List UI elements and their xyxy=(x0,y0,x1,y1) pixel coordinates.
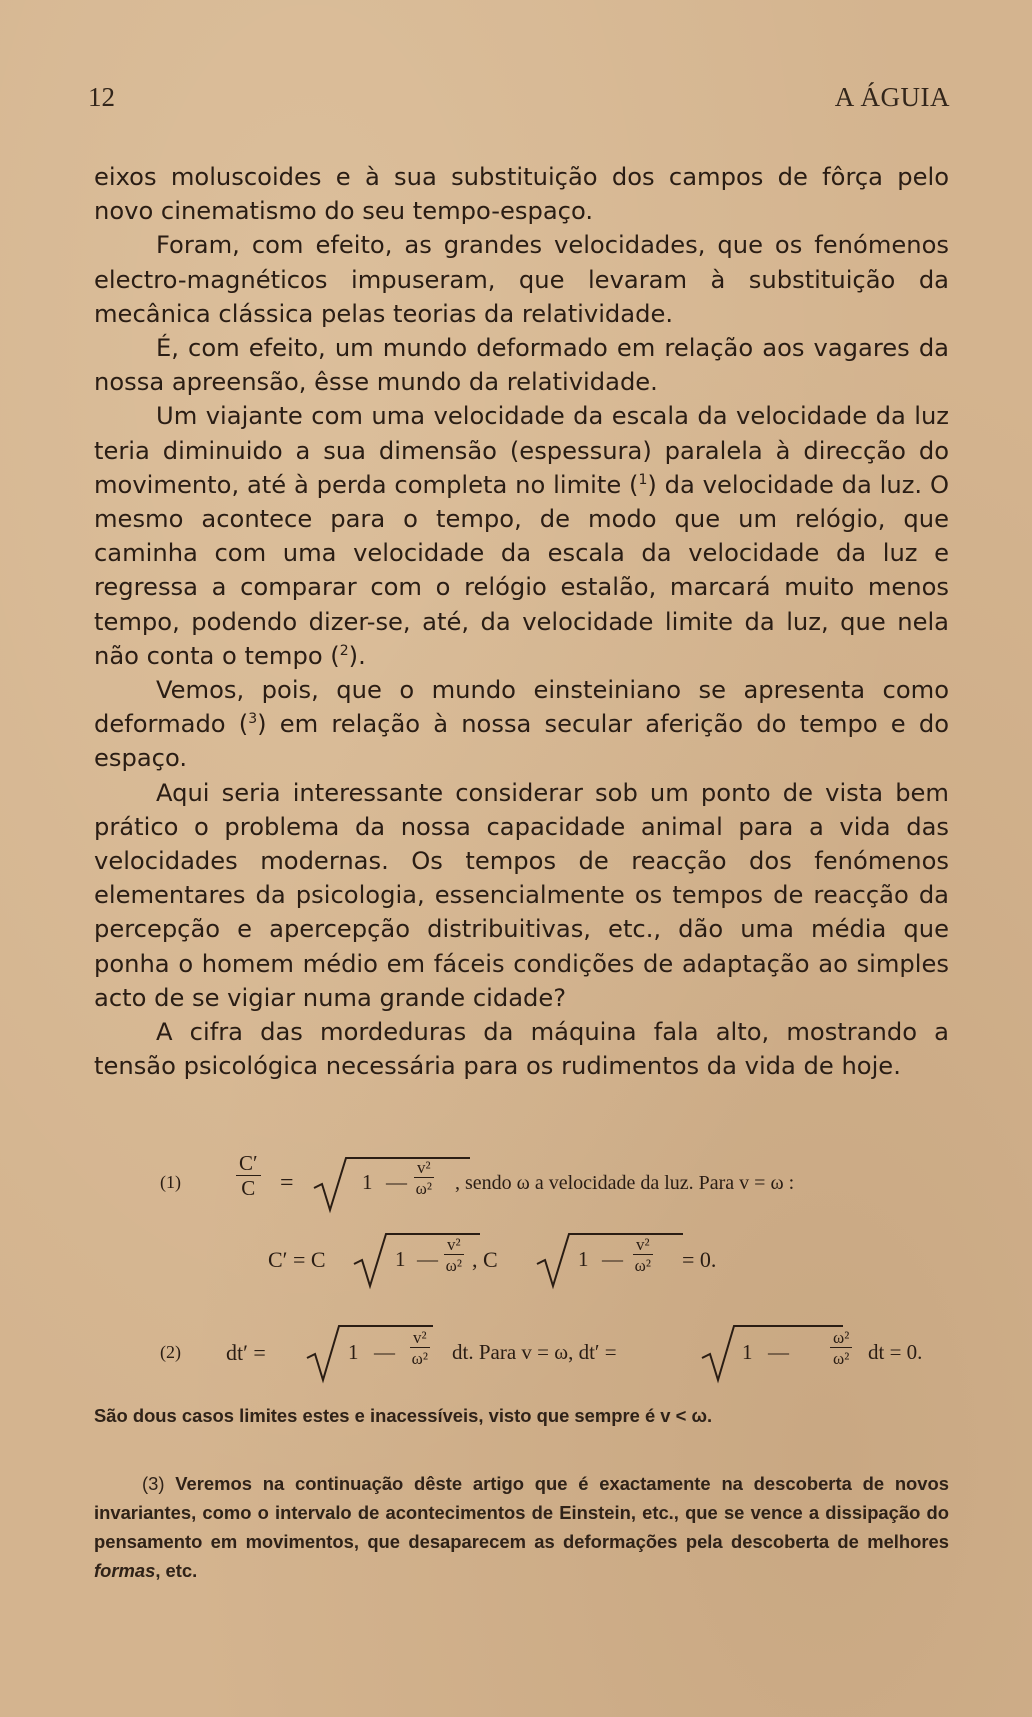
denominator: ω² xyxy=(445,1256,462,1275)
math-expression: dt. Para v = ω, dt′ = xyxy=(452,1340,617,1364)
paragraph-text: ) em relação à nossa secular aferição do tempo e do espaço. xyxy=(94,710,949,773)
paragraph: eixos moluscoides e à sua substituição dos campos de fôrça pelo novo cinematismo do seu tempo-espaço. xyxy=(94,163,949,226)
math-one: 1 xyxy=(362,1170,373,1194)
footnote-ref: 1 xyxy=(638,471,648,488)
math-expression: , C xyxy=(472,1247,498,1272)
footnote-text: Veremos na continuação dêste artigo que é exactamente na descoberta de novos invariantes, como o intervalo de acontecimentos de Einstein, etc., que se vence a dissipação do pensamento em movimentos, que desaparecem as deformações pela descoberta de melhores xyxy=(94,1473,949,1552)
denominator: ω² xyxy=(415,1179,432,1198)
math-minus: — xyxy=(374,1340,395,1364)
math-expression: = 0. xyxy=(682,1247,717,1272)
math-minus: — xyxy=(386,1170,407,1194)
math-one: 1 xyxy=(348,1340,359,1364)
page-number: 12 xyxy=(88,82,115,112)
math-minus: — xyxy=(417,1247,438,1271)
footnote-ref: 2 xyxy=(339,642,349,659)
footnote-text: , sendo ω a velocidade da luz. Para v = ω : xyxy=(455,1172,795,1194)
fraction xyxy=(830,1329,852,1367)
math-one: 1 xyxy=(578,1247,589,1271)
footnote-text: , etc. xyxy=(155,1560,198,1581)
footnote-3 xyxy=(94,1469,949,1585)
math-expression: C′ = C xyxy=(268,1247,326,1272)
footnote-marker: (1) xyxy=(160,1172,181,1192)
paragraph-text: Vemos, pois, que o mundo einsteiniano se apresenta como deformado ( xyxy=(94,676,949,739)
equals-sign: = xyxy=(280,1170,294,1196)
denominator: ω² xyxy=(634,1256,651,1275)
numerator: v² xyxy=(444,1236,464,1255)
paragraph: A cifra das mordeduras da máquina fala alto, mostrando a tensão psicológica necessária para os rudimentos da vida de hoje. xyxy=(94,1018,949,1081)
footnote-marker: (2) xyxy=(160,1342,181,1362)
running-title: A ÁGUIA xyxy=(834,82,950,112)
numerator: v² xyxy=(410,1329,430,1348)
math-minus: — xyxy=(602,1247,623,1271)
denominator: ω² xyxy=(411,1349,428,1368)
italic-word: formas xyxy=(94,1560,156,1581)
paragraph-text: ). xyxy=(348,641,366,670)
footnote-ref: 3 xyxy=(248,711,258,728)
math-expression: dt = 0. xyxy=(868,1340,923,1364)
math-one: 1 xyxy=(742,1340,753,1364)
remark-text: São dous casos limites estes e inacessíveis, visto que sempre é v < ω. xyxy=(94,1405,713,1426)
math-expression: dt′ = xyxy=(226,1340,266,1365)
footnote-3-text xyxy=(94,1469,949,1585)
paragraph: Foram, com efeito, as grandes velocidades, que os fenómenos electro-magnéticos impuseram, que levaram à substituição da mecânica clássica pelas teorias da relatividade. xyxy=(94,231,949,328)
paragraph: Aqui seria interessante considerar sob um ponto de vista bem prático o problema da nossa capacidade animal para a vida das velocidades modernas. Os tempos de reacção dos fenómenos elementares da psicologia, essencialmente os tempos de reacção da percepção e apercepção distribuitivas, etc., dão uma média que ponha o homem médio em fáceis condições de adaptação ao simples acto de se vigiar numa grande cidade? xyxy=(94,778,949,1012)
math-one: 1 xyxy=(395,1247,406,1271)
numerator: v² xyxy=(414,1159,434,1178)
footnote-marker: (3) xyxy=(142,1473,165,1494)
denominator: C xyxy=(241,1176,256,1200)
numerator: C′ xyxy=(236,1153,261,1176)
math-minus: — xyxy=(768,1340,789,1364)
numerator: ω² xyxy=(830,1329,852,1348)
numerator: v² xyxy=(633,1236,653,1255)
paragraph-text: Um viajante com uma velocidade da escala da velocidade da luz teria diminuido a sua dimensão (espessura) paralela à direcção do movimento, até à perda completa no limite ( xyxy=(94,402,949,499)
footnote-remark xyxy=(94,1401,949,1430)
paragraph: É, com efeito, um mundo deformado em relação aos vagares da nossa apreensão, êsse mundo da relatividade. xyxy=(94,334,949,397)
denominator: ω² xyxy=(833,1349,850,1368)
paragraph-text: ) da velocidade da luz. O mesmo acontece para o tempo, de modo que um relógio, que caminha com uma velocidade da escala da velocidade da luz e regressa a comparar com o relógio estalão, marcará muito menos tempo, podendo dizer-se, até, da velocidade limite da luz, que nela não conta o tempo ( xyxy=(94,470,949,670)
fraction xyxy=(410,1329,430,1367)
